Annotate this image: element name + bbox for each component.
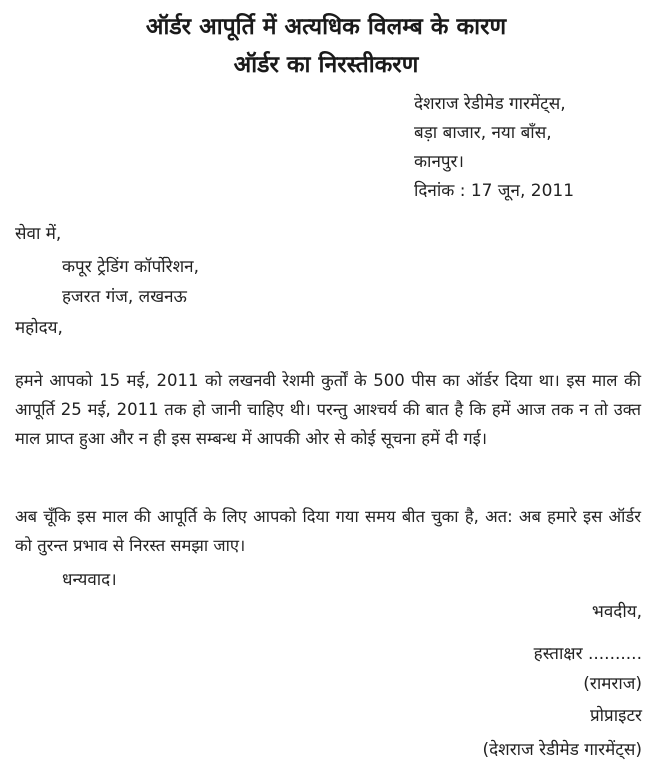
signature-closing: भवदीय, — [591, 602, 642, 622]
body-paragraph-1: हमने आपको 15 मई, 2011 को लखनवी रेशमी कुर्तों के 500 पीस का ऑर्डर दिया था। इस माल की आपूर्ति 25 मई, 2011 तक हो जानी चाहिए थी। परन्तु आश्चर्य की बात है कि हमें आज तक न तो उक्त माल प्राप्त हुआ और न ही इस सम्बन्ध में आपकी ओर से कोई सूचना हमें दी गई। — [15, 371, 641, 448]
sender-name: देशराज रेडीमेड गारमेंट्स, — [414, 94, 566, 114]
recipient-name: कपूर ट्रेडिंग कॉर्पोरेशन, — [62, 257, 199, 277]
recipient-address-block — [62, 252, 199, 312]
signatory-name: (रामराज) — [583, 674, 642, 694]
signatory-designation: प्रोप्राइटर — [589, 706, 642, 726]
recipient-salutation: सेवा में, — [15, 224, 62, 244]
signature-line: हस्ताक्षर .......... — [533, 644, 642, 664]
greeting: महोदय, — [15, 318, 63, 338]
sender-city: कानपुर। — [414, 152, 464, 172]
letter-title-line-2: ऑर्डर का निरस्तीकरण — [233, 52, 419, 78]
letter-title-line-1: ऑर्डर आपूर्ति में अत्यधिक विलम्ब के कारण — [145, 14, 507, 40]
recipient-address: हजरत गंज, लखनऊ — [62, 287, 187, 307]
sender-street: बड़ा बाजार, नया बाँस, — [414, 123, 552, 143]
sender-address-block — [414, 90, 574, 206]
letter-date: दिनांक : 17 जून, 2011 — [414, 181, 575, 201]
body-paragraph-2: अब चूँकि इस माल की आपूर्ति के लिए आपको दिया गया समय बीत चुका है, अत: अब हमारे इस ऑर्डर को तुरन्त प्रभाव से निरस्त समझा जाए। — [15, 507, 641, 555]
thanks-line: धन्यवाद। — [62, 570, 117, 590]
signatory-company: (देशराज रेडीमेड गारमेंट्स) — [482, 740, 642, 760]
